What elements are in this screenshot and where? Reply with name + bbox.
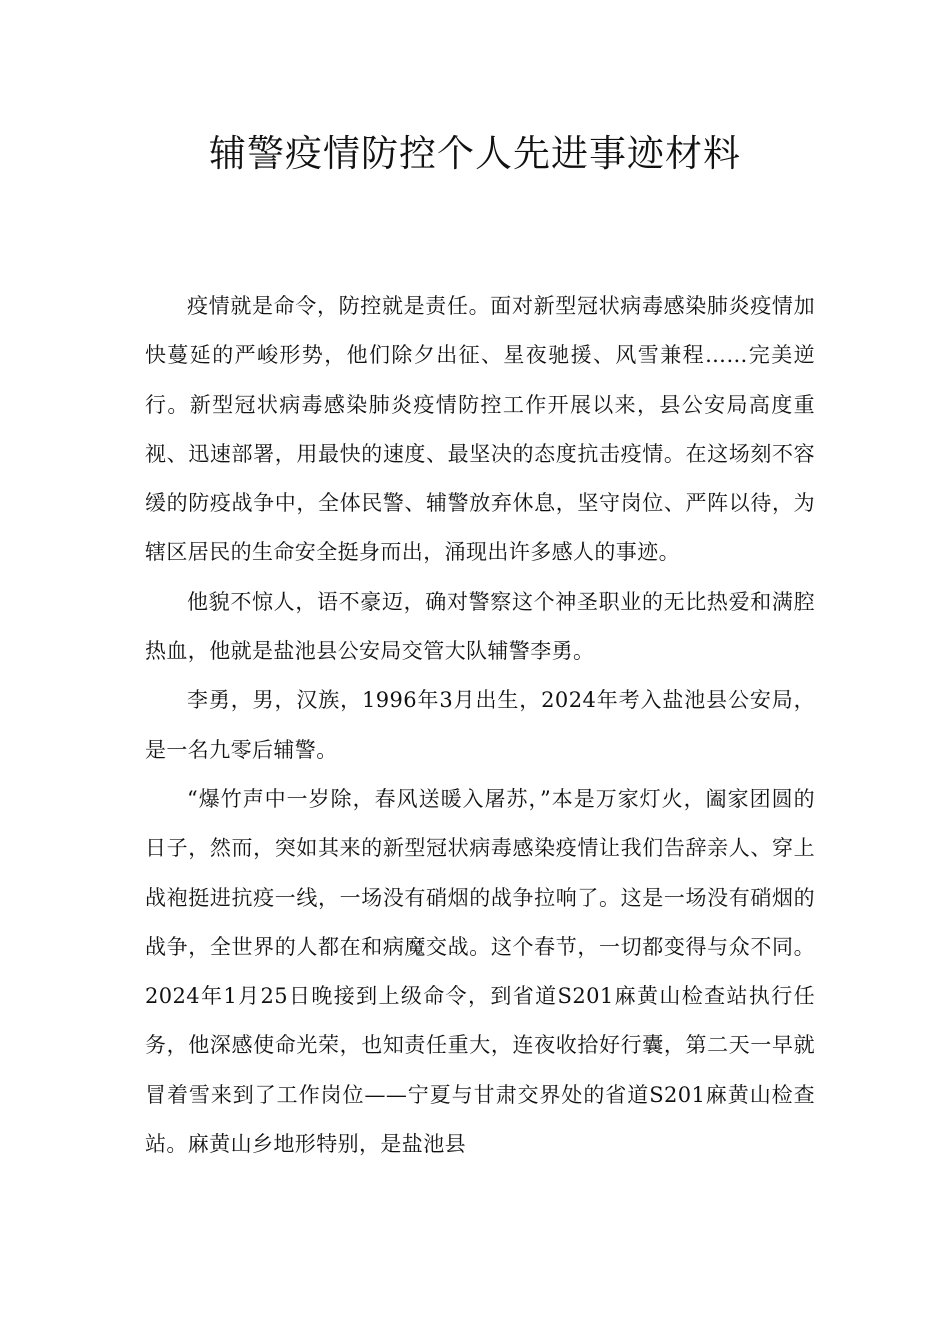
- document-body: [145, 282, 815, 1169]
- paragraph-personal-info: 李勇，男，汉族，1996年3月出生，2024年考入盐池县公安局，是一名九零后辅警。: [145, 688, 815, 762]
- document-title: 辅警疫情防控个人先进事迹材料: [209, 132, 741, 175]
- paragraph-spring-festival: “爆竹声中一岁除，春风送暖入屠苏，”本是万家灯火，阖家团圆的日子，然而，突如其来的新型冠状病毒感染疫情让我们告辞亲人、穿上战袍挺进抗疫一线，一场没有硝烟的战争拉响了。这是一场没有硝烟的战争，全世界的人都在和病魔交战。这个春节，一切都变得与众不同。2024年1月25日晚接到上级命令，到省道S201麻黄山检查站执行任务，他深感使命光荣，也知责任重大，连夜收拾好行囊，第二天一早就冒着雪来到了工作岗位——宁夏与甘肃交界处的省道S201麻黄山检查站。麻黄山乡地形特别，是盐池县: [145, 786, 815, 1157]
- paragraph-intro: 疫情就是命令，防控就是责任。面对新型冠状病毒感染肺炎疫情加快蔓延的严峻形势，他们除夕出征、星夜驰援、风雪兼程……完美逆行。新型冠状病毒感染肺炎疫情防控工作开展以来，县公安局高度重视、迅速部署，用最快的速度、最坚决的态度抗击疫情。在这场刻不容缓的防疫战争中，全体民警、辅警放弃休息，坚守岗位、严阵以待，为辖区居民的生命安全挺身而出，涌现出许多感人的事迹。: [145, 294, 815, 565]
- paragraph-introduction-of-li-yong: 他貌不惊人，语不豪迈，确对警察这个神圣职业的无比热爱和满腔热血，他就是盐池县公安局交管大队辅警李勇。: [145, 589, 815, 664]
